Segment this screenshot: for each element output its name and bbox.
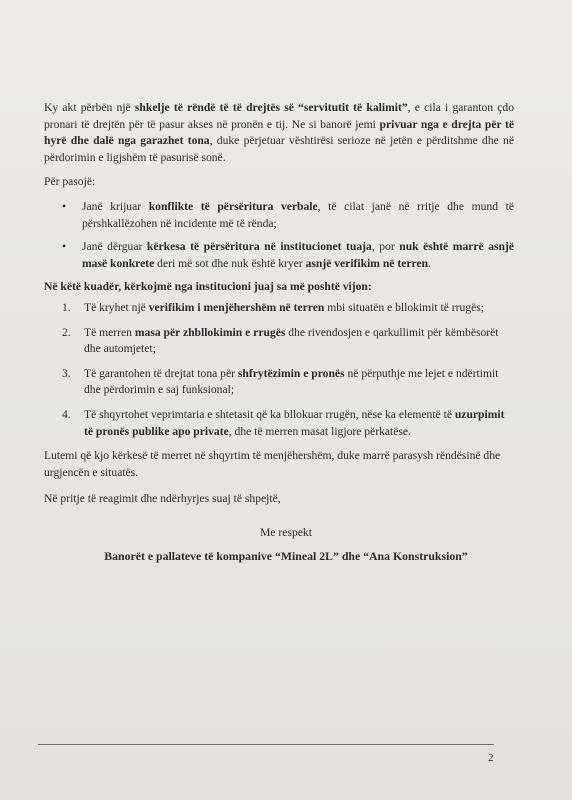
requests-list: [44, 300, 514, 440]
text-run: mbi situatën e bllokimit të rrugës;: [324, 300, 485, 314]
list-item: [44, 407, 514, 440]
text-run: Të kryhet një: [84, 300, 149, 314]
list-item: [44, 239, 514, 272]
text-run: deri më sot dhe nuk është kryer: [154, 256, 306, 270]
bullet-marker: •: [62, 199, 67, 213]
bold-run: asnjë verifikim në terren: [305, 256, 429, 270]
item-number: 1.: [62, 300, 71, 314]
bold-run: uzurpimit të pronës publike apo private: [84, 407, 505, 438]
text-run: , por: [371, 240, 400, 254]
list-item: [44, 366, 514, 399]
item-number: 2.: [62, 325, 71, 339]
item-number: 3.: [62, 366, 71, 380]
text-run: Janë dërguar: [82, 240, 147, 254]
bold-run: kërkesa të përsëritura në institucionet tuaja: [146, 240, 372, 254]
bold-run: privuar nga e drejta për të hyrë dhe dalë nga garazhet tona: [44, 117, 515, 148]
requests-heading: Në këtë kuadër, kërkojmë nga institucioni juaj sa më poshtë vijon:: [44, 280, 372, 294]
bold-run: masa për zhbllokimin e rrugës: [134, 325, 286, 339]
bold-run: nuk është marrë asnjë masë konkrete: [82, 240, 514, 270]
consequences-list: [44, 199, 514, 272]
text-run: .: [428, 256, 431, 270]
text-run: Të merren: [84, 325, 135, 339]
text-run: Janë krijuar: [82, 199, 149, 213]
waiting-line: Në pritje të reagimit dhe ndërhyrjes suaj të shpejtë,: [44, 492, 281, 506]
respect-line: Me respekt: [260, 526, 312, 539]
page-number: 2: [488, 752, 494, 764]
item-number: 4.: [62, 407, 71, 421]
text-run: , e cila i garanton çdo pronari të drejtën për të pasur akses në pronën e tij. Ne si banorë jemi: [44, 101, 515, 131]
footer-divider: [38, 744, 494, 745]
consequences-label: Për pasojë:: [44, 175, 96, 189]
intro-paragraph: [44, 100, 514, 166]
closing-paragraph: Lutemi që kjo kërkesë të merret në shqyrtim të menjëhershëm, duke marrë parasysh rëndësinë dhe urgjencën e situatës.: [44, 449, 501, 479]
text-run: , dhe të merren masat ligjore përkatëse.: [228, 424, 411, 438]
bold-run: verifikim i menjëhershëm në terren: [148, 300, 325, 314]
text-run: Të garantohen të drejtat tona për: [84, 366, 238, 380]
text-run: , duke përjetuar vështirësi serioze në jetën e përditshme dhe në përdorimin e ligjshëm të pasurisë sonë.: [44, 134, 514, 164]
text-run: dhe rivendosjen e qarkullimit për këmbësorët dhe automjetet;: [84, 325, 499, 356]
bold-run: shfrytëzimin e pronës: [237, 366, 345, 380]
list-item: [44, 325, 514, 358]
text-run: Ky akt përbën një: [44, 101, 135, 114]
text-run: Të shqyrtohet veprimtaria e shtetasit që ka bllokuar rrugën, nëse ka elementë të: [84, 407, 455, 421]
text-run: , të cilat janë në rritje dhe mund të përshkallëzohen në incidente më të rënda;: [82, 199, 514, 230]
bullet-marker: •: [62, 240, 67, 254]
signature-line: Banorët e pallateve të kompanive “Mineal 2L” dhe “Ana Konstruksion”: [104, 549, 468, 563]
bold-run: konflikte të përsëritura verbale: [148, 199, 318, 213]
list-item: [44, 199, 514, 232]
bold-run: shkelje të rëndë të të drejtës së “servitutit të kalimit”: [134, 101, 408, 114]
letter-body: [44, 100, 514, 508]
text-run: në përputhje me lejet e ndërtimit dhe përdorimin e saj funksional;: [84, 366, 499, 397]
list-item: [44, 300, 514, 317]
